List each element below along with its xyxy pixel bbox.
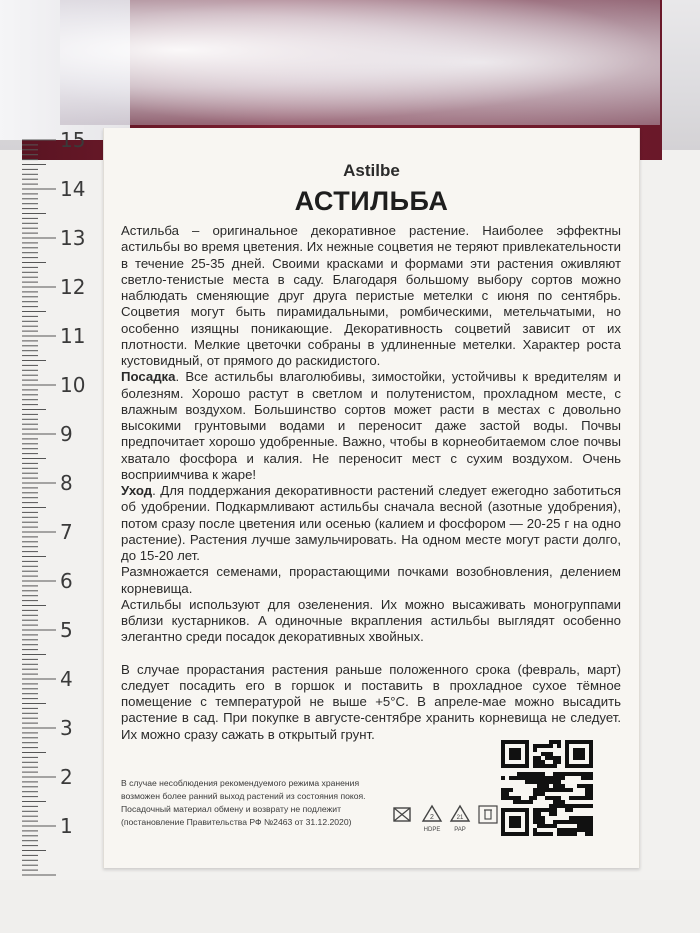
- product-label: [103, 128, 640, 868]
- ruler-number: 14: [60, 177, 86, 201]
- no-recycle-box-icon: [391, 803, 413, 833]
- recycle-hdpe-icon: 2 HDPE: [421, 803, 443, 833]
- ruler-number: 1: [60, 814, 73, 838]
- ruler-number: 7: [60, 520, 73, 544]
- storage-notice: В случае несоблюдения рекомендуемого режима хранения возможен более ранний выход растений из состояния покоя. Посадочный материал обмену и возврату не подлежит (постановление Правительства РФ №2463 от 31.12.2020): [121, 778, 366, 827]
- ruler: [22, 130, 112, 882]
- ruler-number: 13: [60, 226, 86, 250]
- paragraph-usage: Астильбы используют для озеленения. Их можно высаживать моногруппами вблизи кустарников. А одиночные вкрапления астильбы выглядят особенно элегантно среди посадок декоративных хвойных.: [121, 596, 621, 645]
- ruler-number: 9: [60, 422, 73, 446]
- ruler-number: 5: [60, 618, 73, 642]
- svg-text:21: 21: [456, 815, 464, 821]
- ruler-number: 6: [60, 569, 73, 593]
- packaging-icons: [391, 803, 511, 833]
- plastic-bag: [60, 0, 660, 125]
- ruler-number: 12: [60, 275, 86, 299]
- paragraph-propagation: Размножается семенами, прорастающими почками возобновления, делением корневища.: [121, 564, 621, 596]
- svg-text:2: 2: [430, 814, 434, 821]
- description-text: [121, 223, 621, 743]
- ruler-number: 8: [60, 471, 73, 495]
- trash-bin-icon: [477, 803, 499, 833]
- ruler-number: 11: [60, 324, 86, 348]
- qr-code[interactable]: [501, 740, 593, 836]
- recycle-pap-icon: 21 PAP: [449, 803, 471, 833]
- product-title: АСТИЛЬБА: [294, 186, 449, 216]
- paragraph-planting: Посадка. Все астильбы влаголюбивы, зимостойки, устойчивы к вредителям и болезням. Хорошо растут в светлом и полутенистом, прохладном месте, с влажным воздухом. Большинство сортов может расти в местах с довольно высокими грунтовыми водами и переносит даже застой воды. Почвы предпочитает хорошо удобренные. Важно, чтобы в корнеобитаемом слое почвы хватало фосфора и калия. Не переносит мест с сухим воздухом. Очень восприимчива к жаре!: [121, 369, 621, 482]
- paragraph-intro: Астильба – оригинальное декоративное растение. Наиболее эффектны астильбы во время цветения. Их нежные соцветия не теряют привлекательности в течение 25-35 дней. Своими красками и формами эти растения оживляют светло-тенистые места в саду. Благодаря большому выбору сортов можно наблюдать сменяющие друг друга перистые метелки с июня по сентябрь. Соцветия могут быть пирамидальными, ромбическими, метельчатыми, но особенно изящны поникающие. Декоративность соцветий зависит от их плотности. Мелкие цветочки собраны в удлиненные метелки. Характер роста кустовидный, от прямого до раскидистого.: [121, 223, 621, 368]
- background-bottom: [0, 880, 700, 933]
- ruler-number: 15: [60, 128, 86, 152]
- ruler-number: 2: [60, 765, 73, 789]
- ruler-number: 10: [60, 373, 86, 397]
- ruler-number: 3: [60, 716, 73, 740]
- ruler-number: 4: [60, 667, 73, 691]
- latin-name: Astilbe: [343, 161, 400, 180]
- paragraph-care: Уход. Для поддержания декоративности растений следует ежегодно заботиться об удобрении. Подкармливают астильбы сначала весной (азотные удобрения), потом сразу после цветения или осенью (калием и фосфором — 20-25 г на одно растение). Растения лучше замульчировать. На одном месте могут расти долго, до 15-20 лет.: [121, 483, 621, 563]
- paragraph-early-sprouting: В случае прорастания растения раньше положенного срока (февраль, март) следует посадить его в горшок и поставить в прохладное сухое тёмное помещение с температурой не выше +5°С. В апреле-мае можно высадить растение в сад. При покупке в августе-сентябре хранить корневища не следует. Их можно сразу сажать в открытый грунт.: [121, 661, 621, 742]
